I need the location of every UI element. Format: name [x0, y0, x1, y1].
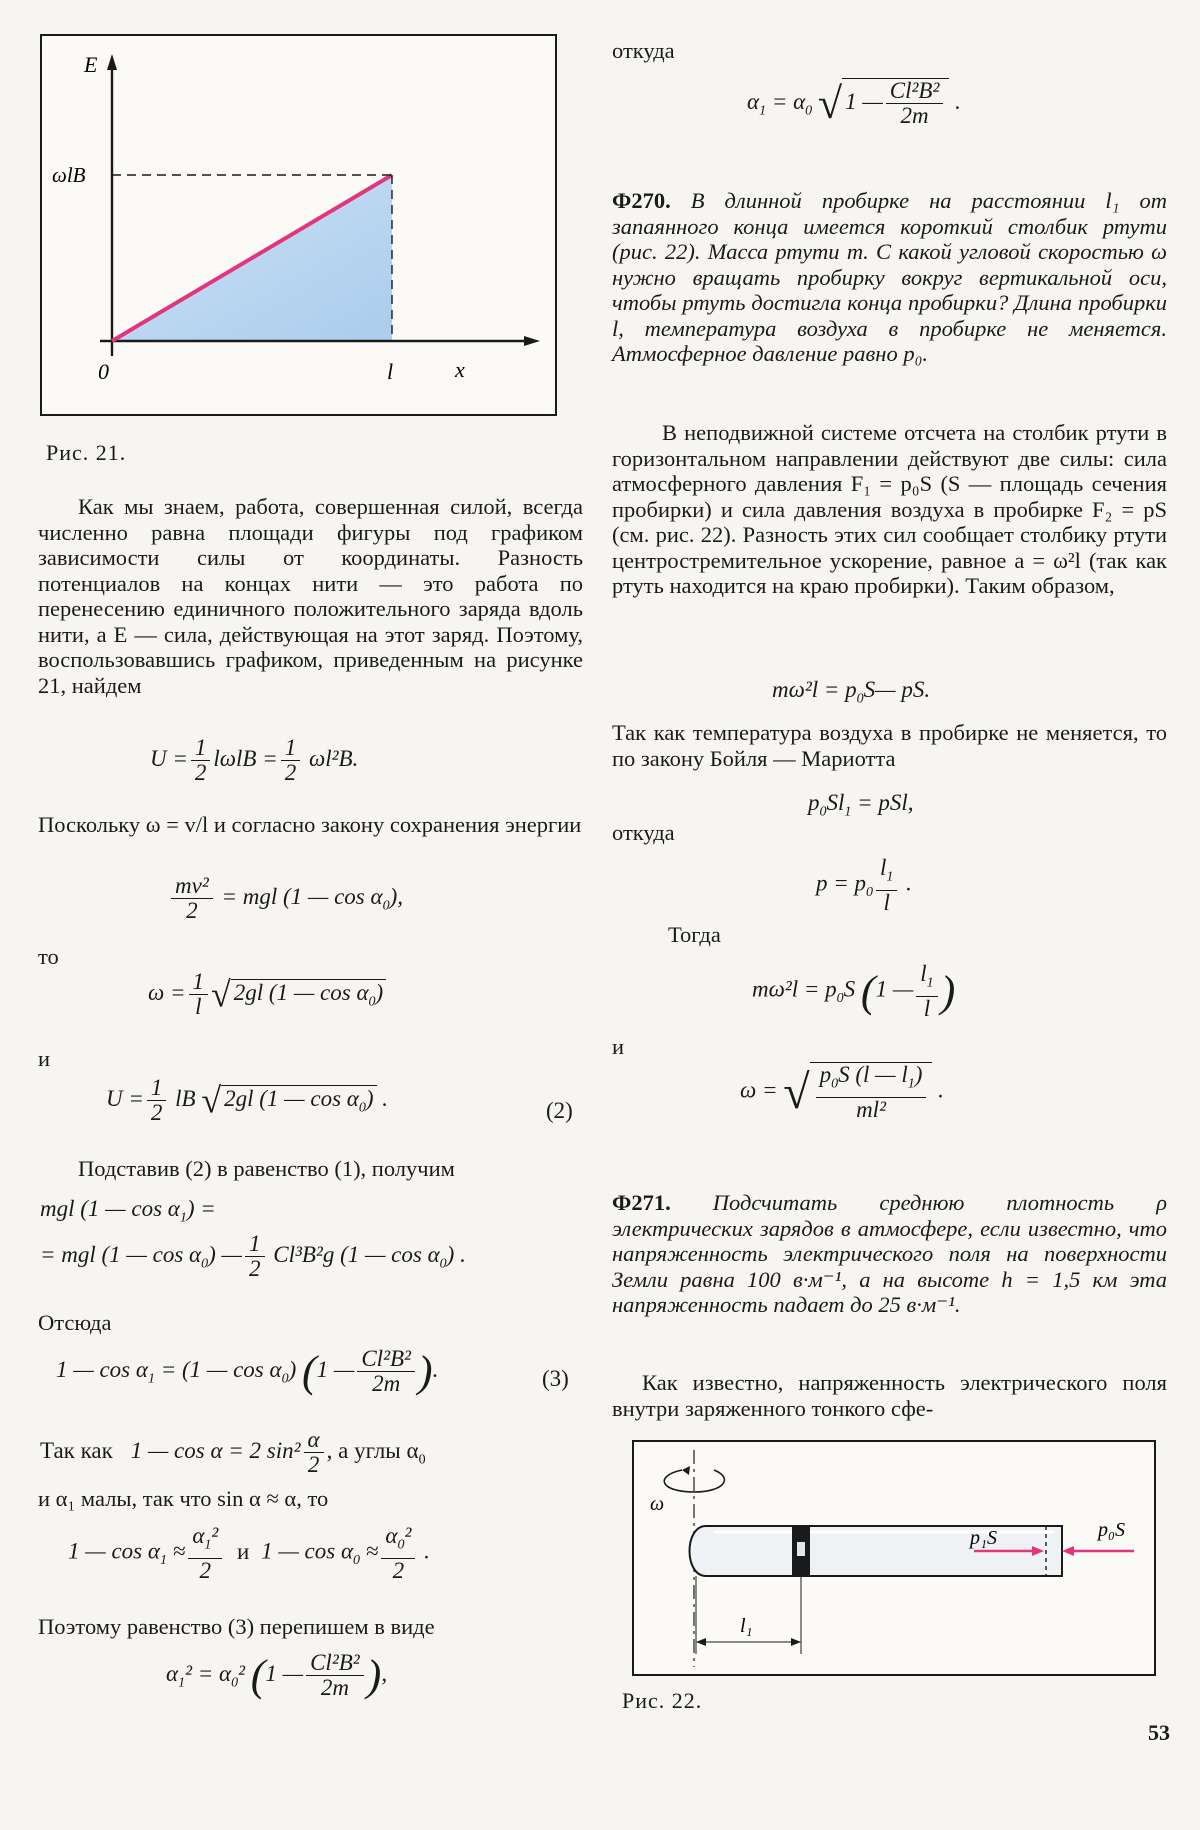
equation-cos1-a: mgl (1 — $\cos \alpha_1$) =: [40, 1196, 216, 1226]
equation-alpha: $\alpha_1^2 = \alpha_0^2$ (1 — $\frac{\text{Cl²B²}}{2m}$ ),: [166, 1650, 388, 1700]
label-l1: l₁: [740, 1615, 753, 1637]
equation-cos1-b: = mgl (1 — $\cos \alpha_0$) — $\frac{1}{2}$ Cl³B²g (1 — $\cos \alpha_0$) .: [40, 1231, 466, 1281]
word-and2: и: [237, 1538, 250, 1564]
figure-22-caption: Рис. 22.: [622, 1688, 703, 1713]
line-since2-a: Так как: [40, 1437, 113, 1463]
paragraph-temperature: Так как температура воздуха в пробирке не меняется, то по закону Бойля — Мариотта: [612, 720, 1167, 771]
equation-number-3: (3): [542, 1366, 569, 1391]
origin-label: 0: [98, 359, 109, 384]
word-whence2: откуда: [612, 820, 675, 845]
dimension-arrow-right: [791, 1638, 801, 1646]
line-rewrite: Поэтому равенство (3) перепишем в виде: [38, 1614, 435, 1639]
label-p0s: p₀S: [1098, 1519, 1125, 1541]
line-substitute: Подставив (2) в равенство (1), получим: [78, 1156, 455, 1181]
equation-u2: U = $\frac{1}{2}$ lB √ 2gl (1 — $\cos \alpha_0$) .: [106, 1075, 389, 1125]
figure-21-caption: Рис. 21.: [46, 440, 127, 465]
tick-label-l: l: [387, 359, 394, 384]
equation-3: 1 — $\cos \alpha_1 = (1$ — $\cos \alpha_0$) (1 — $\frac{\text{Cl²B²}}{2m}$ ).: [56, 1346, 439, 1396]
problem-270-text: В длинной пробирке на расстоянии l₁ от запаянного конца имеется короткий столбик ртути (рис. 22). Масса ртути m. С какой угловой скоростью ω нужно вращать пробирку вокруг вертикальной оси, чтобы ртуть достигла конца пробирки? Длина пробирки l, температура воздуха в пробирке не меняется. Атмосферное давление равно p₀.: [612, 188, 1168, 366]
problem-270-number: Ф270.: [612, 188, 671, 213]
problem-271: [612, 1190, 1167, 1318]
equation-then: $m\omega^2l = p_0S$ (1 — $\frac{l_1}{l}$ ): [752, 961, 956, 1021]
axis-label-y: E: [84, 52, 98, 77]
line-since2-b: , а углы α: [326, 1437, 419, 1463]
equation-alpha1: $\alpha_1 = \alpha_0$ √ 1 — $\frac{\text{Cl²B²}}{2m}$ .: [747, 78, 961, 128]
dimension-arrow-left: [696, 1638, 706, 1646]
equation-boyle: $p_0Sl_1$ = pSl,: [808, 790, 914, 820]
problem-271-number: Ф271.: [612, 1190, 671, 1215]
tick-label-wlb: ωlB: [52, 163, 86, 187]
line-since: Поскольку ω = v/l и согласно закону сохранения энергии: [38, 812, 582, 837]
force-arrowhead-p0s: [1062, 1546, 1074, 1556]
line-since2: Так как 1 — cos α = 2 sin² $\frac{\alpha}{2}$ , а углы $\alpha_0$: [40, 1427, 426, 1477]
figure-21-graph: [42, 36, 555, 414]
omega-label: ω: [650, 1493, 665, 1515]
page-number: 53: [1148, 1720, 1170, 1745]
equation-approx: 1 — $\cos \alpha_1$ ≈ $\frac{\alpha_1^2}{2}$ и 1 — $\cos \alpha_0$ ≈ $\frac{\alpha_0^2}{2}$ .: [68, 1523, 430, 1583]
equation-energy: $\frac{\text{mv²}}{2}$ = mgl (1 — $\cos \alpha_0$),: [168, 874, 403, 923]
problem-271-text: Подсчитать среднюю плотность ρ электрических зарядов в атмосфере, если известно, что напряженность электрического поля на поверхности Земли равна 100 в·м⁻¹, а на высоте h = 1,5 км эта напряженность падает до 25 в·м⁻¹.: [612, 1190, 1167, 1317]
equation-omega-result: ω = √ $\frac{p_0S (l — l_1)}{\text{ml²}}$ .: [740, 1062, 944, 1122]
mercury-highlight: [797, 1542, 805, 1556]
word-then: то: [38, 944, 59, 969]
paragraph-fixed-frame: В неподвижной системе отсчета на столбик ртути в горизонтальном направлении действуют две силы: сила атмосферного давления F₁ = p₀S (S — площадь сечения пробирки) и сила давления воздуха в пробирке F₂ = pS (см. рис. 22). Разность этих сил сообщает столбику ртути центростремительное ускорение, равное a = ω²l (так как ртуть находится на краю пробирки). Таким образом,: [612, 420, 1167, 598]
problem-270: [612, 188, 1167, 367]
axis-label-x: x: [455, 357, 465, 382]
word-and3: и: [612, 1034, 625, 1059]
y-axis-arrow: [107, 54, 117, 70]
figure-22-drawing: [634, 1442, 1154, 1674]
equation-force: $m\omega^2l = p_0S—$ pS.: [772, 677, 931, 707]
word-whence: откуда: [612, 38, 675, 63]
figure-21: [40, 34, 557, 416]
x-axis-arrow: [524, 336, 540, 346]
label-p1s: p₁S: [970, 1527, 997, 1549]
equation-number-2: (2): [546, 1098, 573, 1123]
equation-u1: U = $\frac{1}{2}$ lωlB = $\frac{1}{2}$ ωl²B.: [150, 735, 359, 785]
line-small-angles: и α₁ малы, так что sin α ≈ α, то: [38, 1486, 329, 1511]
paragraph-work: Как мы знаем, работа, совершенная силой, всегда численно равна площади фигуры под графиком зависимости силы от координаты. Разность потенциалов на концах нити — это работа по перенесению единичного положительного заряда вдоль нити, а E — сила, действующая на этот заряд. Поэтому, воспользовавшись графиком, приведенным на рисунке 21, найдем: [38, 494, 583, 698]
word-and: и: [38, 1046, 51, 1071]
rotation-arrowhead: [682, 1466, 690, 1475]
equation-omega: ω = $\frac{1}{l}$ √ 2gl (1 — $\cos \alpha_0$): [148, 970, 386, 1019]
word-then2: Тогда: [668, 922, 721, 947]
paragraph-known: Как известно, напряженность электрического поля внутри заряженного тонкого сфе-: [612, 1370, 1167, 1421]
equation-pressure: $p = p_0$ $\frac{l_1}{l}$ .: [816, 855, 912, 915]
word-hence: Отсюда: [38, 1310, 112, 1335]
figure-22: [632, 1440, 1156, 1676]
